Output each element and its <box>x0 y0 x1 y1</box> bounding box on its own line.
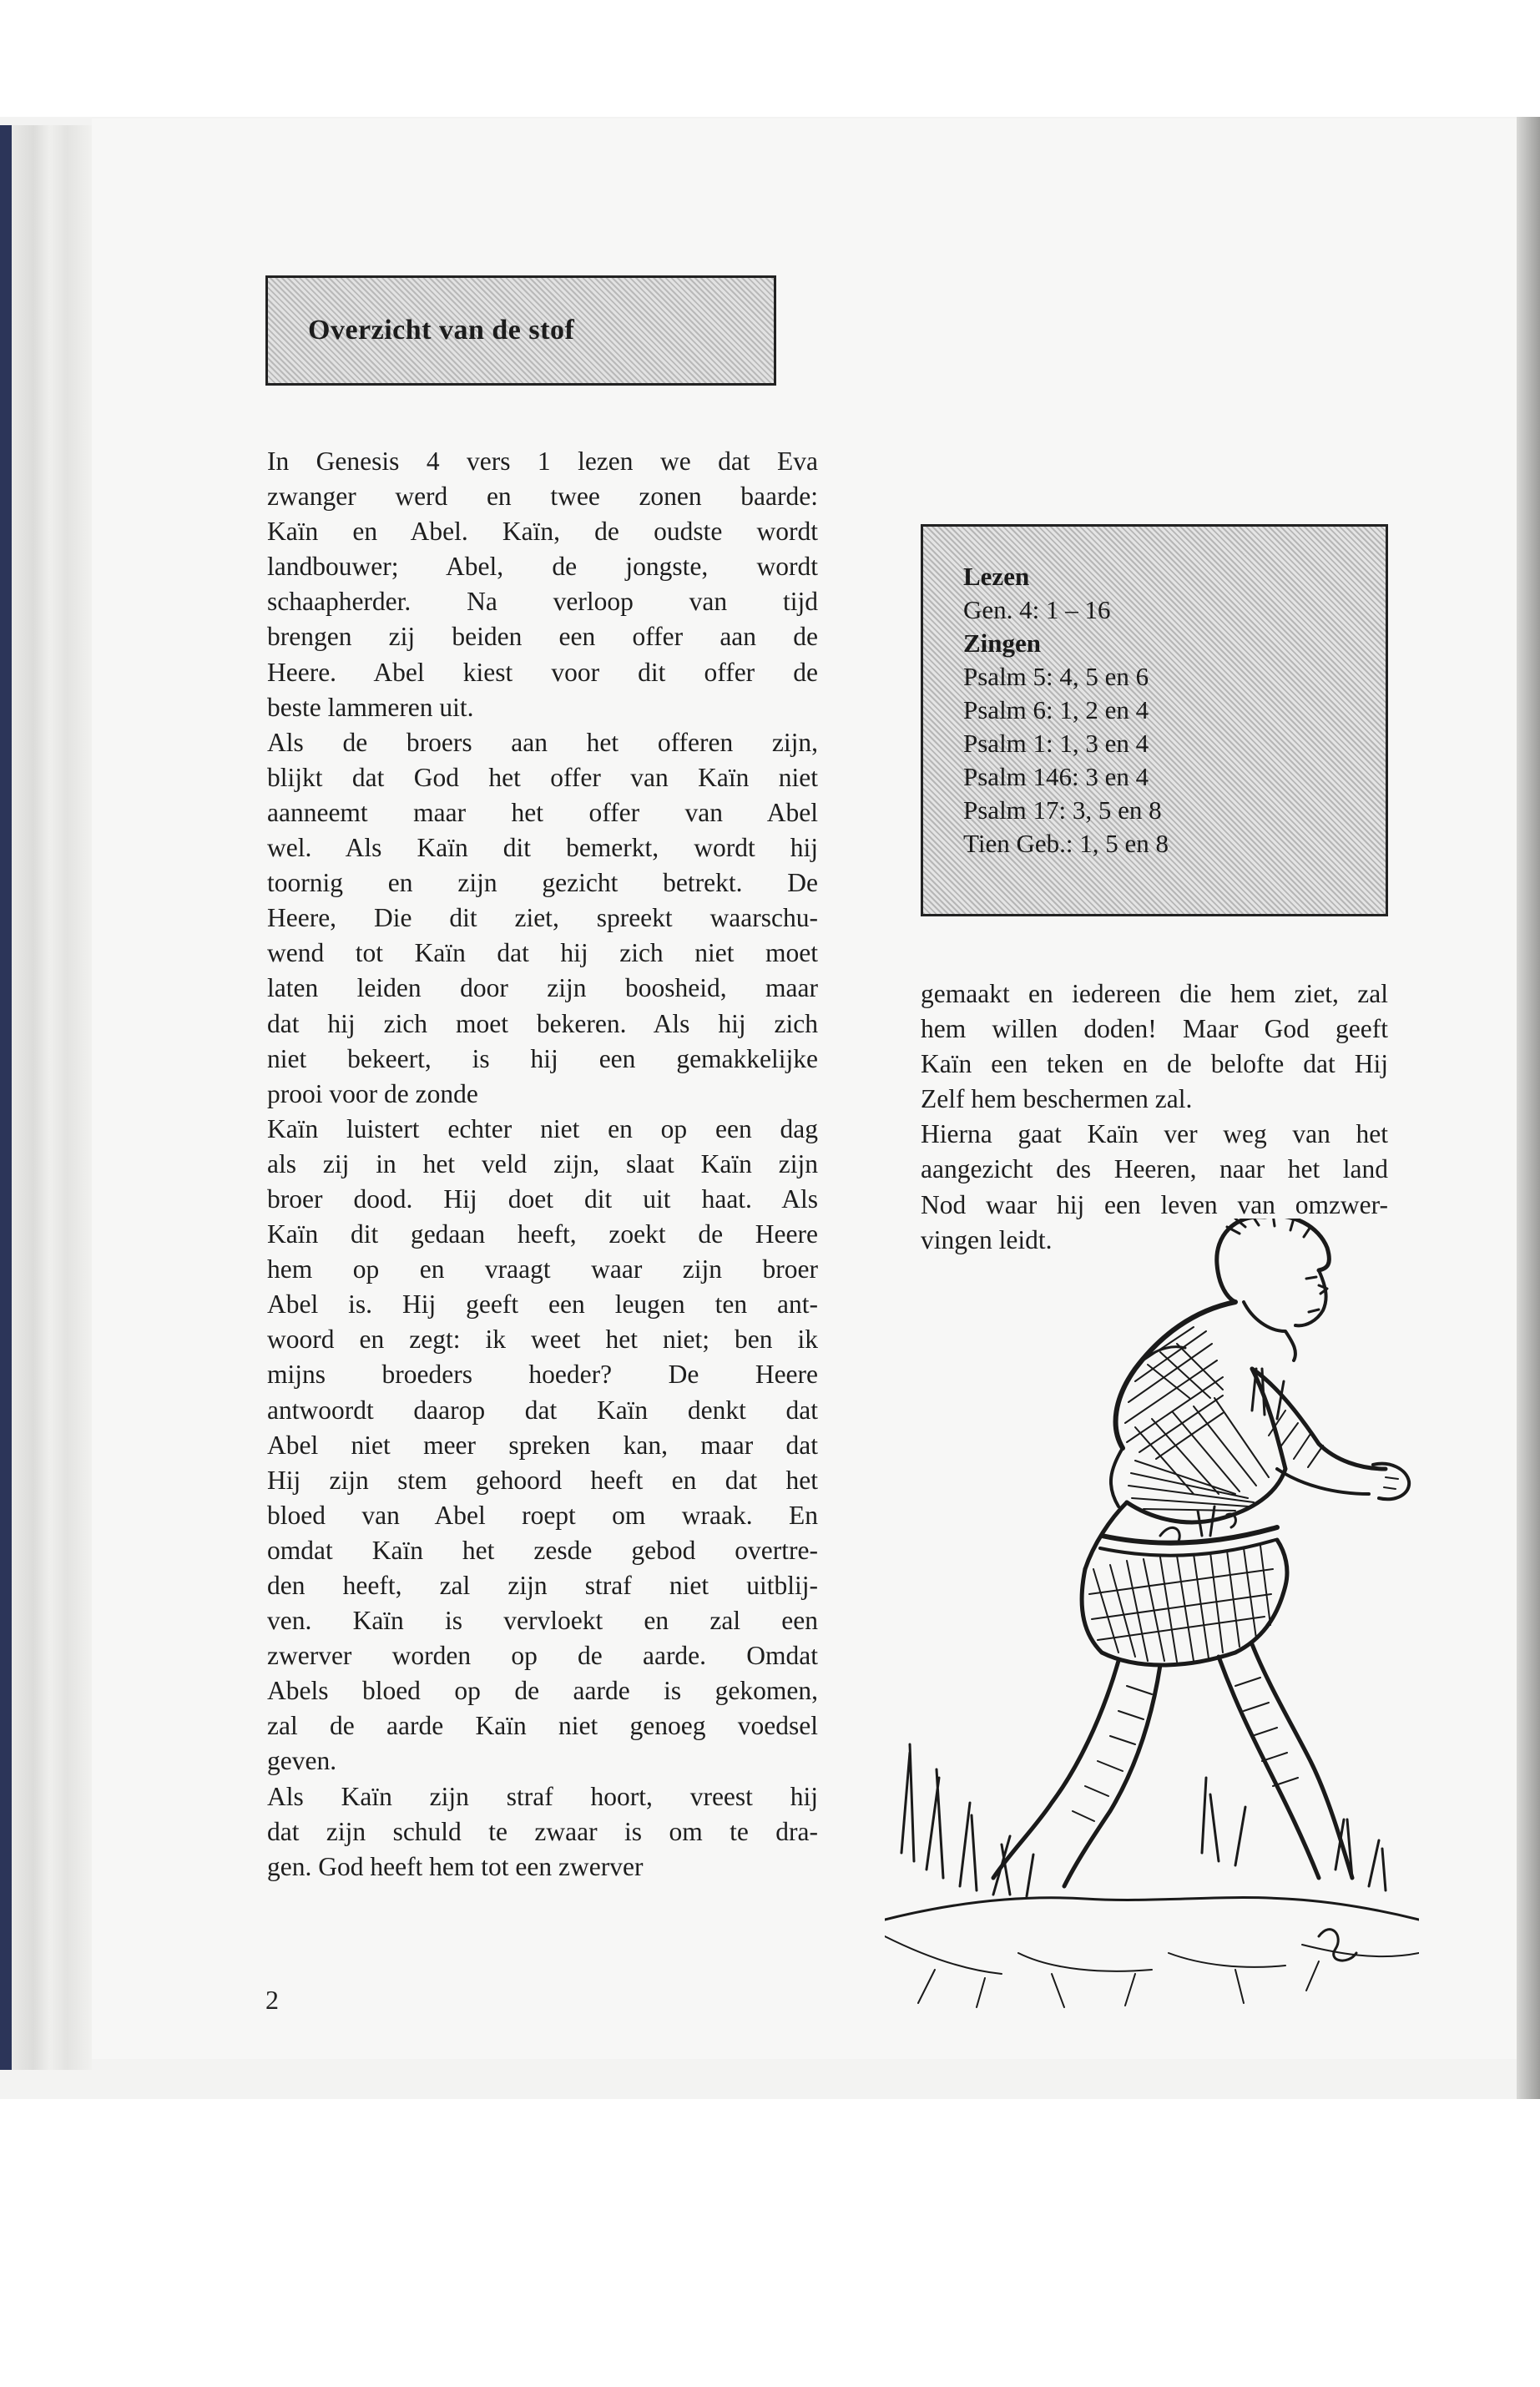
left-column-text-line: wel. Als Kaïn dit bemerkt, wordt hij <box>267 833 818 863</box>
left-column-text-line: aanneemt maar het offer van Abel <box>267 797 818 827</box>
left-column-text-line: ven. Kaïn is vervloekt en zal een <box>267 1606 818 1636</box>
zingen-item: Psalm 146: 3 en 4 <box>963 762 1149 791</box>
left-column-text-line: Kaïn dit gedaan heeft, zoekt de Heere <box>267 1219 818 1249</box>
book-page-edges <box>0 125 92 2070</box>
left-column-text-line: Als de broers aan het offeren zijn, <box>267 727 818 757</box>
left-column-text-line: als zij in het veld zijn, slaat Kaïn zijn <box>267 1148 818 1178</box>
left-column-text-line: In Genesis 4 vers 1 lezen we dat Eva <box>267 447 818 476</box>
left-column-text-line: dat zijn schuld te zwaar is om te dra- <box>267 1816 818 1846</box>
right-column-text-line: Hierna gaat Kaïn ver weg van het <box>921 1119 1388 1149</box>
left-column-text-line: mijns broeders hoeder? De Heere <box>267 1360 818 1390</box>
left-column-text-line: prooi voor de zonde <box>267 1078 478 1108</box>
left-column-text-line: Als Kaïn zijn straf hoort, vreest hij <box>267 1781 818 1811</box>
left-column-text-line: zwerver worden op de aarde. Omdat <box>267 1641 818 1671</box>
right-column-text-line: Kaïn een teken en de belofte dat Hij <box>921 1049 1388 1079</box>
left-text-column <box>267 444 818 1885</box>
zingen-item: Psalm 17: 3, 5 en 8 <box>963 795 1162 825</box>
left-column-text-line: blijkt dat God het offer van Kaïn niet <box>267 762 818 792</box>
left-column-text-line: wend tot Kaïn dat hij zich niet moet <box>267 938 818 968</box>
left-column-text-line: Heere, Die dit ziet, spreekt waarschu- <box>267 903 818 933</box>
left-column-text-line: Abel is. Hij geeft een leugen ten ant- <box>267 1289 818 1320</box>
scan-background-top <box>0 0 1540 117</box>
left-column-text-line: toornig en zijn gezicht betrekt. De <box>267 868 818 898</box>
left-column-text-line: antwoordt daarop dat Kaïn denkt dat <box>267 1395 818 1425</box>
left-column-text-line: omdat Kaïn het zesde gebod overtre- <box>267 1535 818 1565</box>
left-column-text-line: Heere. Abel kiest voor dit offer de <box>267 657 818 687</box>
right-column-text-line: Zelf hem beschermen zal. <box>921 1084 1193 1114</box>
left-column-text-line: dat hij zich moet bekeren. Als hij zich <box>267 1008 818 1038</box>
right-text-column <box>921 976 1388 1258</box>
left-column-text-line: Hij zijn stem gehoord heeft en dat het <box>267 1465 818 1495</box>
left-column-text-line: geven. <box>267 1746 337 1776</box>
right-column-text-line: vingen leidt. <box>921 1224 1053 1254</box>
right-column-text-line: aangezicht des Heeren, naar het land <box>921 1154 1388 1184</box>
left-column-text-line: Abels bloed op de aarde is gekomen, <box>267 1676 818 1706</box>
left-column-text-line: bloed van Abel roept om wraak. En <box>267 1500 818 1530</box>
left-column-text-line: brengen zij beiden een offer aan de <box>267 622 818 652</box>
section-heading-box <box>265 275 776 386</box>
left-column-text-line: beste lammeren uit. <box>267 692 474 722</box>
left-column-text-line: landbouwer; Abel, de jongste, wordt <box>267 552 818 582</box>
right-column-text-line: gemaakt en iedereen die hem ziet, zal <box>921 979 1388 1008</box>
left-column-text-line: den heeft, zal zijn straf niet uitblij- <box>267 1571 818 1600</box>
left-column-text-line: niet bekeert, is hij een gemakkelijke <box>267 1043 818 1073</box>
reading-singing-box <box>921 524 1388 916</box>
left-column-text-line: broer dood. Hij doet dit uit haat. Als <box>267 1183 818 1214</box>
section-heading: Overzicht van de stof <box>308 315 575 346</box>
left-column-text-line: woord en zegt: ik weet het niet; ben ik <box>267 1325 818 1355</box>
left-column-text-line: Kaïn en Abel. Kaïn, de oudste wordt <box>267 517 818 547</box>
zingen-heading: Zingen <box>963 628 1042 658</box>
right-column-text-line: hem willen doden! Maar God geeft <box>921 1014 1388 1044</box>
cain-illustration <box>885 1219 1419 2387</box>
left-column-text-line: schaapherder. Na verloop van tijd <box>267 587 818 617</box>
left-column-text-line: Kaïn luistert echter niet en op een dag <box>267 1113 818 1143</box>
binding-shadow <box>1517 117 1540 2099</box>
page-number: 2 <box>265 1985 279 2015</box>
right-column-text-line: Nod waar hij een leven van omzwer- <box>921 1189 1388 1219</box>
left-column-text-line: zal de aarde Kaïn niet genoeg voedsel <box>267 1711 818 1741</box>
zingen-item: Psalm 1: 1, 3 en 4 <box>963 729 1149 758</box>
left-column-text-line: hem op en vraagt waar zijn broer <box>267 1254 818 1284</box>
left-column-text-line: Abel niet meer spreken kan, maar dat <box>267 1430 818 1460</box>
left-column-text-line: laten leiden door zijn boosheid, maar <box>267 973 818 1003</box>
lezen-text: Gen. 4: 1 – 16 <box>963 595 1111 624</box>
zingen-item: Psalm 6: 1, 2 en 4 <box>963 695 1149 724</box>
left-column-text-line: zwanger werd en twee zonen baarde: <box>267 482 818 512</box>
lezen-heading: Lezen <box>963 562 1030 591</box>
zingen-item: Psalm 5: 4, 5 en 6 <box>963 662 1149 691</box>
zingen-item: Tien Geb.: 1, 5 en 8 <box>963 829 1169 858</box>
left-column-text-line: gen. God heeft hem tot een zwerver <box>267 1851 644 1881</box>
